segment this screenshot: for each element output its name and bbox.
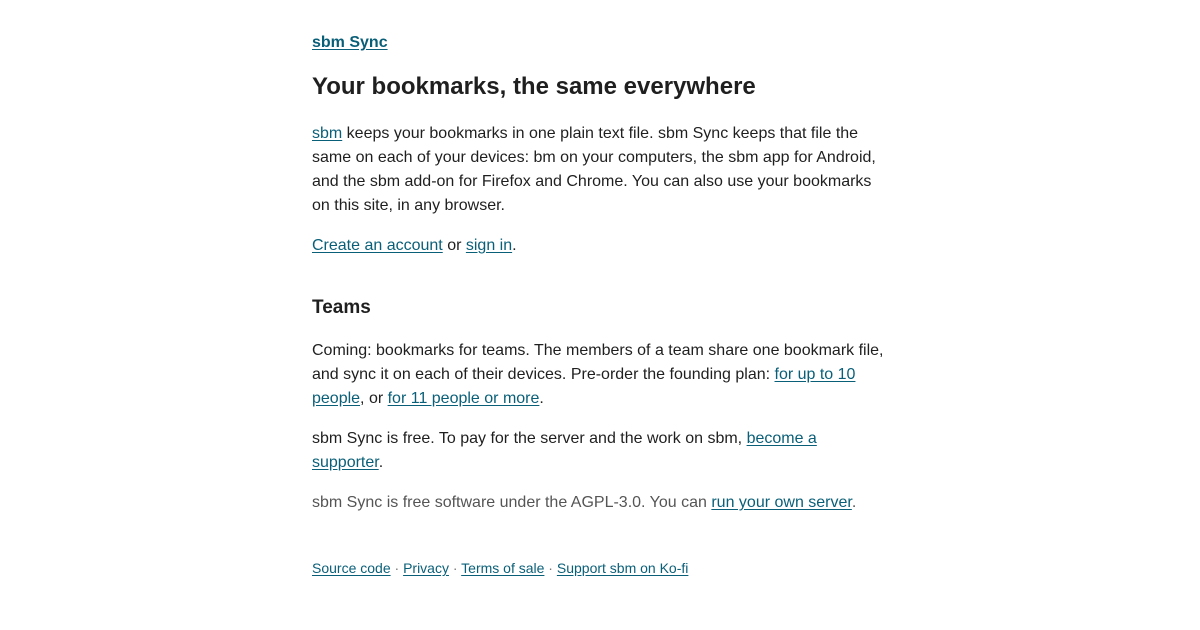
footer-separator: · [390, 560, 404, 576]
footer-terms-link[interactable]: Terms of sale [461, 560, 545, 576]
account-period: . [512, 237, 517, 254]
teams-text: Coming: bookmarks for teams. The members of a team share one bookmark file, and sync it on each of their devices. Pre-order the founding plan: [312, 342, 884, 383]
footer-separator: · [448, 560, 462, 576]
footer-kofi-link[interactable]: Support sbm on Ko-fi [556, 560, 689, 576]
support-paragraph [312, 427, 832, 475]
support-period: . [378, 454, 384, 471]
teams-middle-text: , or [360, 390, 388, 407]
sbm-link[interactable]: sbm [312, 125, 343, 142]
footer-privacy-link[interactable]: Privacy [403, 560, 449, 576]
intro-text: keeps your bookmarks in one plain text file. sbm Sync keeps that file the same on each of your devices: bm on your computers, the sbm app for Android, and the sbm add-on for Firefox and Chrome. You can also use your bookmarks on this site, in any browser. [312, 125, 876, 214]
site-name-link[interactable]: sbm Sync [312, 34, 388, 51]
teams-period: . [539, 390, 544, 407]
footer-separator: · [544, 560, 557, 576]
license-period: . [851, 494, 857, 511]
sign-in-link[interactable]: sign in [465, 237, 513, 254]
plan-11-or-more-link[interactable]: for 11 people or more [387, 390, 540, 407]
teams-heading: Teams [312, 297, 371, 318]
footer [312, 558, 688, 578]
support-text: sbm Sync is free. To pay for the server and the work on sbm, [312, 430, 747, 447]
run-own-server-link[interactable]: run your own server [711, 494, 852, 511]
account-paragraph [312, 234, 517, 258]
create-account-link[interactable]: Create an account [312, 237, 443, 254]
plan-up-to-10-link[interactable]: for up to 10 people [312, 366, 856, 407]
page-title: Your bookmarks, the same everywhere [312, 73, 756, 100]
or-text: or [442, 237, 466, 254]
teams-paragraph [312, 339, 890, 411]
license-paragraph [312, 491, 856, 515]
become-supporter-link[interactable]: become a supporter [312, 430, 817, 471]
license-text: sbm Sync is free software under the AGPL-3.0. You can [312, 494, 712, 511]
intro-paragraph [312, 122, 887, 218]
footer-source-code-link[interactable]: Source code [312, 560, 391, 576]
